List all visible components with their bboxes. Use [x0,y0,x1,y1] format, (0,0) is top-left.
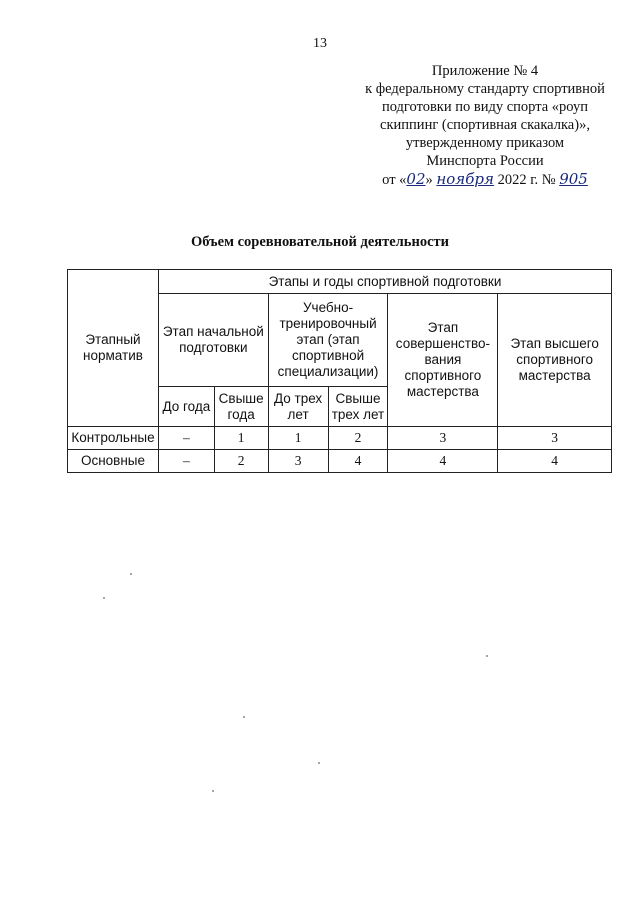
table-cell: 3 [498,427,612,450]
appendix-line: утвержденному приказом [405,135,565,151]
page-number: 13 [313,36,327,51]
scan-speck [212,790,214,792]
table-cell: 4 [328,450,388,473]
handwritten-day: 02 [406,170,426,188]
table-cell: 4 [498,450,612,473]
header-stage-training: Учебно-тренировочный этап (этап спортивной специализации) [268,294,388,387]
table-cell: 3 [268,450,328,473]
appendix-line: Приложение № 4 [431,63,539,79]
table-cell: 2 [328,427,388,450]
row-label: Основные [68,450,159,473]
header-stage-higher: Этап высшего спортивного мастерства [498,294,612,427]
appendix-line: Минспорта России [426,153,544,169]
row-label: Контрольные [68,427,159,450]
appendix-line: к федеральному стандарту спортивной [365,81,605,97]
scan-speck [486,655,488,657]
header-stage-improvement: Этап совершенство-вания спортивного мастерства [388,294,498,427]
appendix-line: скиппинг (спортивная скакалка)», [380,117,590,133]
table-cell: 1 [268,427,328,450]
table-cell: 3 [388,427,498,450]
header-sub-over-year: Свыше года [214,387,268,427]
table-cell: 1 [214,427,268,450]
competition-volume-table [67,269,612,473]
table-cell: 4 [388,450,498,473]
header-stage-initial: Этап начальной подготовки [158,294,268,387]
table-cell: – [158,427,214,450]
date-prefix: от « [382,172,407,188]
date-year: 2022 г. № [497,172,556,188]
table-row [68,427,612,450]
scan-speck [243,716,245,718]
scan-speck [103,597,105,599]
appendix-line: подготовки по виду спорта «роуп [381,99,589,115]
table-cell: 2 [214,450,268,473]
appendix-block [340,62,630,189]
header-sub-upto-year: До года [158,387,214,427]
date-sep: » [425,172,433,188]
header-sub-over-three: Свыше трех лет [328,387,388,427]
header-sub-upto-three: До трех лет [268,387,328,427]
document-title: Объем соревновательной деятельности [191,234,449,250]
handwritten-order-number: 905 [559,170,588,188]
table-cell: – [158,450,214,473]
header-stages-group: Этапы и годы спортивной подготовки [158,270,611,294]
scan-speck [318,762,320,764]
scan-speck [130,573,132,575]
header-norm: Этапный норматив [68,270,159,427]
order-date-line [340,170,630,189]
table-row [68,450,612,473]
handwritten-month: ноября [436,170,494,188]
